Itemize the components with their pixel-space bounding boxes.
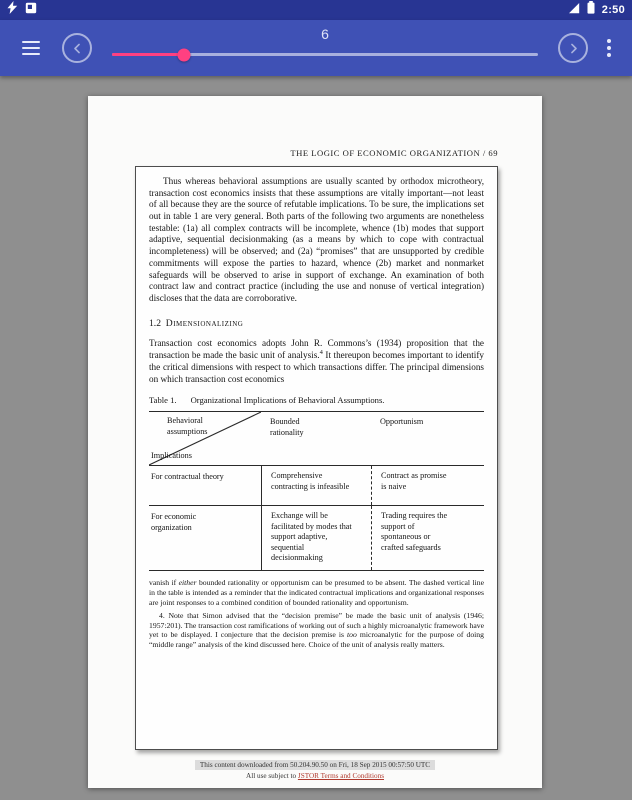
table-cell: Trading requires the support of spontaneous or crafted safeguards: [371, 506, 484, 570]
corner-bottom-label: Implications: [151, 450, 192, 460]
previous-page-button[interactable]: [62, 33, 92, 63]
slider-track[interactable]: [112, 53, 538, 56]
table-cell: Exchange will be facilitated by modes that support adaptive, sequential decisionmaking: [261, 506, 371, 570]
column-header: Bounded rationality: [270, 417, 304, 437]
corner-top-label: Behavioral assumptions: [167, 416, 208, 436]
section-title: Dimensionalizing: [165, 317, 244, 329]
reader-toolbar: [0, 20, 632, 76]
row-label: For contractual theory: [151, 472, 224, 482]
slider-thumb[interactable]: [178, 48, 191, 61]
table-caption: [149, 395, 484, 405]
section-number: 1.2: [149, 317, 161, 329]
scanned-page: [135, 166, 498, 750]
battery-icon: [587, 1, 595, 19]
table-caption-label: Table 1.: [149, 395, 177, 406]
document-canvas: [0, 76, 632, 800]
table-corner-cell: [149, 412, 261, 465]
column-header: Opportunism: [380, 417, 424, 427]
table-cell: Comprehensive contracting is infeasible: [261, 466, 371, 505]
table-note: vanish if either bounded rationality or opportunism can be presumed to be absent. The dashed vertical line in the table is intended as a reminder that the indicated contractual implications and organizational responses are joint responses to a combined condition of bounded rationality and opportunism.: [149, 578, 484, 607]
table-header-row: [149, 412, 484, 466]
overflow-menu-button[interactable]: [600, 37, 618, 59]
page-slider[interactable]: [108, 20, 542, 76]
pdf-page[interactable]: [88, 96, 542, 788]
terms-line: All use subject to JSTOR Terms and Conditions: [246, 772, 384, 780]
slider-fill: [112, 53, 184, 56]
hamburger-menu-icon: [22, 41, 40, 43]
row-label: For economic organization: [151, 512, 197, 532]
paragraph-1: Thus whereas behavioral assumptions are usually scanted by orthodox microtheory, transaction cost economics insists that these assumptions are vitally important—not least of all because they are the source of refutable implications. To be sure, the implications set out in table 1 are very general. Both parts of the following two arguments are nonetheless testable: (1a) all complex contracts will be incomplete, whence (1b) modes that support adaptive, sequential decisionmaking (as a means by which to cope with contractual incompleteness) will be observed; and (2a) “promises” that are unsupported by credible commitments will expose the parties to hazard, whence (2b) market and nonmarket safeguards will be observed to arise in support of exchange. An examination of both contract law and contract practice (including the use and nonuse of vertical integration) discloses that the data are corroborative.: [149, 176, 484, 303]
page-number-label: 6: [321, 26, 329, 42]
table-row: [149, 506, 484, 570]
section-heading: [149, 318, 484, 329]
table-caption-text: Organizational Implications of Behavioral Assumptions.: [190, 395, 385, 406]
kebab-menu-icon: [607, 39, 611, 43]
next-page-button[interactable]: [558, 33, 588, 63]
table-cell: Contract as promise is naive: [371, 466, 484, 505]
menu-button[interactable]: [22, 38, 48, 58]
jstor-footer: [88, 761, 542, 780]
running-head: THE LOGIC OF ECONOMIC ORGANIZATION / 69: [290, 148, 498, 158]
chevron-left-icon: [70, 41, 85, 56]
download-stamp: This content downloaded from 50.204.90.50 on Fri, 18 Sep 2015 00:57:50 UTC: [88, 761, 542, 769]
screenshot-icon: [25, 1, 37, 19]
footnote-4: 4. Note that Simon advised that the “decision premise” be made the basic unit of analysis (1946; 1957:201). The transaction cost ramifications of working out of such a highly microanalytic framework have yet to be displayed. I conjecture that the decision premise is too microanalytic for the purpose of doing “middle range” analysis of the kind discussed here. Choice of the unit of analysis really matters.: [149, 610, 484, 650]
flash-icon: [7, 1, 18, 19]
clock: 2:50: [601, 4, 625, 16]
paragraph-2: Transaction cost economics adopts John R. Commons’s (1934) proposition that the transaction be made the basic unit of analysis.$^4$ It thereupon becomes important to identify the critical dimensions with respect to which transactions differ. The principal dimensions on which transaction cost economics: [149, 337, 485, 384]
jstor-terms-link[interactable]: JSTOR Terms and Conditions: [297, 772, 384, 780]
status-bar: [0, 0, 632, 20]
chevron-right-icon: [566, 41, 581, 56]
table-row: [149, 466, 484, 506]
footnote-marker: 4: [319, 349, 323, 357]
signal-icon: [568, 1, 580, 19]
table-1: [149, 411, 484, 571]
